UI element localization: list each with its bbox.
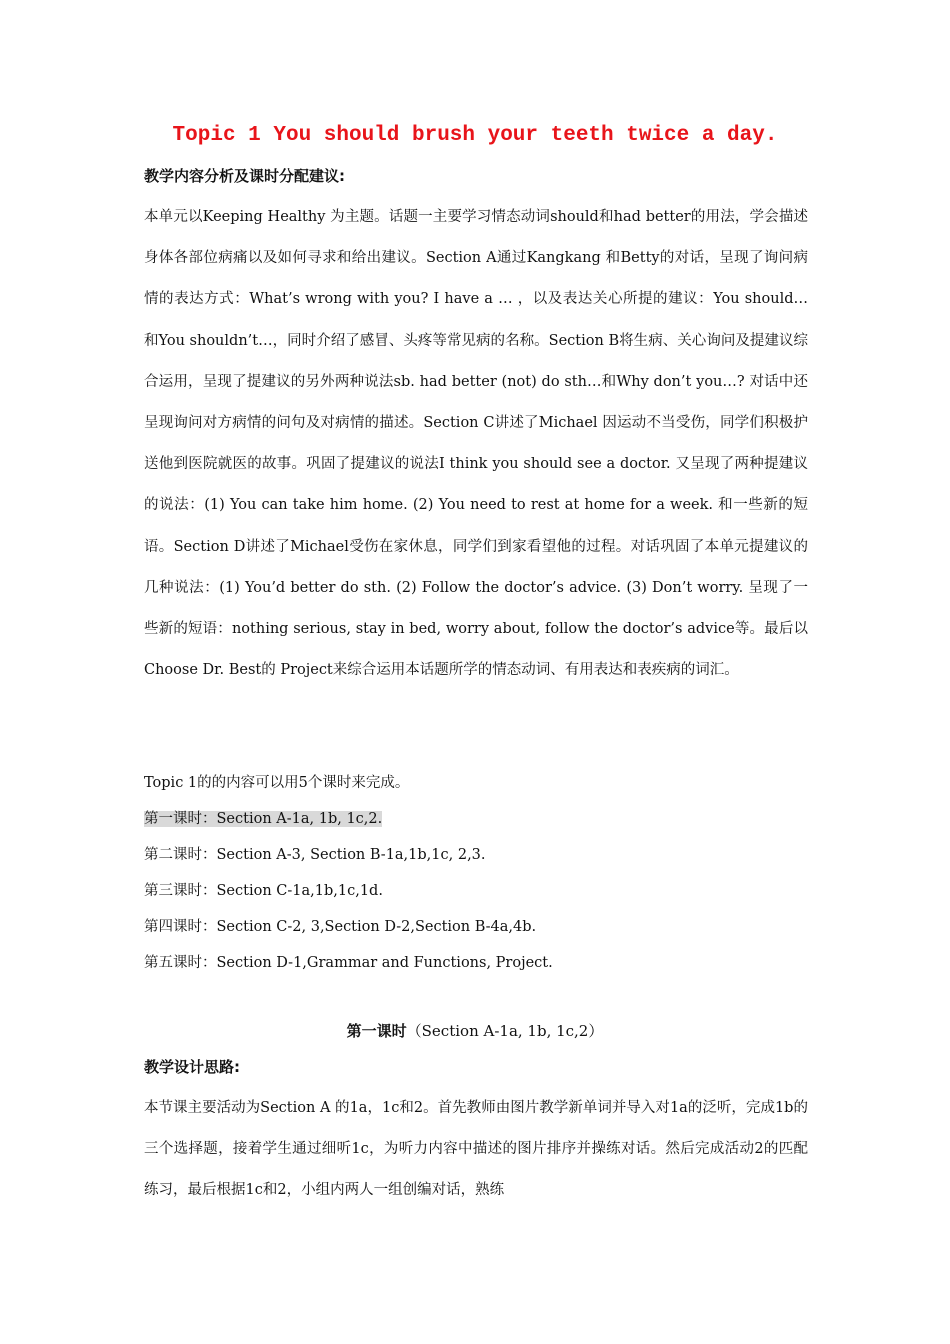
design-heading: 教学设计思路: [144, 1058, 240, 1076]
analysis-heading: 教学内容分析及课时分配建议: [144, 167, 345, 185]
lesson-line-3: 第三课时：Section C-1a,1b,1c,1d. [144, 883, 383, 899]
summary-line: Topic 1的的内容可以用5个课时来完成。 [144, 775, 410, 791]
lesson1-heading-bold: 第一课时 [346, 1022, 407, 1040]
topic-title: Topic 1 You should brush your teeth twice a day. [172, 124, 778, 147]
lesson-line-4: 第四课时：Section C-2, 3,Section D-2,Section B-4a,4b. [144, 919, 537, 935]
lesson1-heading-rest: （Section A-1a, 1b, 1c,2） [406, 1022, 604, 1040]
lesson-line-2: 第二课时：Section A-3, Section B-1a,1b,1c, 2,3. [144, 847, 486, 863]
lesson-line-5: 第五课时：Section D-1,Grammar and Functions, Project. [144, 955, 553, 971]
lesson1-heading [0, 1020, 950, 1041]
lesson-line-1 [144, 807, 382, 828]
analysis-paragraph: 本单元以Keeping Healthy 为主题。话题一主要学习情态动词should和had better的用法，学会描述身体各部位病痛以及如何寻求和给出建议。Section A通过Kangkang 和Betty的对话，呈现了询问病情的表达方式：What’s wrong with you? I have a … ，以及表达关心所提的建议：You should… 和You shouldn’t…，同时介绍了感冒、头疼等常见病的名称。Section B将生病、关心询问及提建议综合运用，呈现了提建议的另外两种说法sb. had better (not) do sth…和Why don’t you…? 对话中还呈现询问对方病情的问句及对病情的描述。Section C讲述了Michael 因运动不当受伤，同学们积极护送他到医院就医的故事。巩固了提建议的说法I think you should see a doctor. 又呈现了两种提建议的说法：(1) You can take him home. (2) You need to rest at home for a week. 和一些新的短语。Section D讲述了Michael受伤在家休息，同学们到家看望他的过程。对话巩固了本单元提建议的几种说法：(1) You’d better do sth. (2) Follow the doctor’s advice. (3) Don’t worry. 呈现了一些新的短语：nothing serious, stay in bed, worry about, follow the doctor’s advice等。最后以Choose Dr. Best的 Project来综合运用本话题所学的情态动词、有用表达和表疾病的词汇。 [144, 209, 808, 679]
design-paragraph: 本节课主要活动为Section A 的1a，1c和2。首先教师由图片教学新单词并导入对1a的泛听，完成1b的三个选择题，接着学生通过细听1c，为听力内容中描述的图片排序并操练对话。然后完成活动2的匹配练习，最后根据1c和2，小组内两人一组创编对话，熟练 [144, 1100, 808, 1199]
highlighted-text: 第一课时：Section A-1a, 1b, 1c,2. [144, 811, 383, 827]
